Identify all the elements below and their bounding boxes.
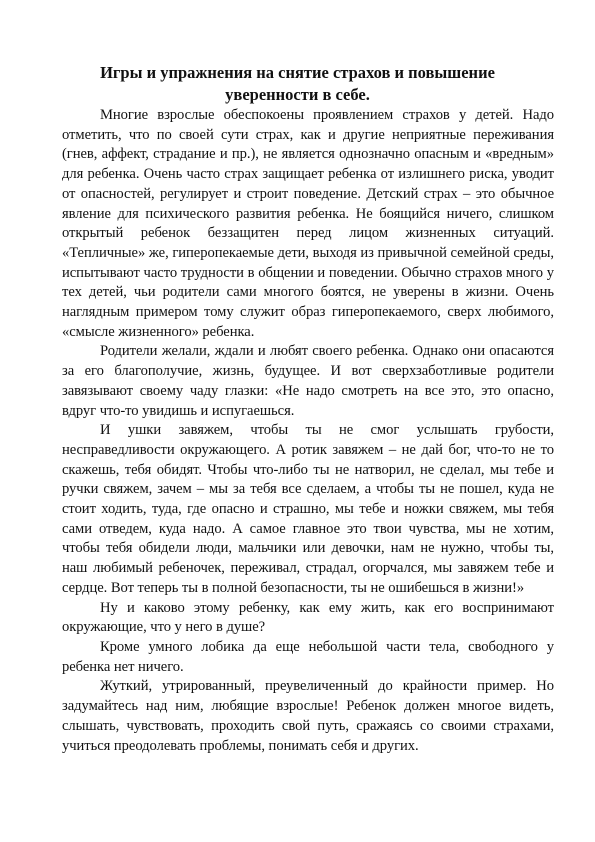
paragraph-question: Ну и каково этому ребенку, как ему жить, как его воспринимают окружающие, что у него в душе? — [62, 599, 554, 636]
paragraph-forehead: Кроме умного лобика да еще небольшой части тела, свободного у ребенка нет ничего. — [62, 638, 554, 675]
paragraph-parents: Родители желали, ждали и любят своего ребенка. Однако они опасаются за его благополучие, жизнь, будущее. И вот сверхзаботливые родители завязывают своему чаду глазки: «Не надо смотреть на все это, это опасно, вдруг что-то увидишь и испугаешься. — [62, 343, 554, 419]
document-body — [62, 106, 554, 756]
paragraph-binding: И ушки завяжем, чтобы ты не смог услышать грубости, несправедливости окружающего. А ротик завяжем – не дай бог, что-то не то скажешь, тебя обидят. Чтобы что-либо ты не натворил, не сделал, мы тебе и ручки свяжем, зачем – мы за тебя все сделаем, а чтобы ты не пошел, куда не стоит ходить, туда, где опасно и страшно, мы тебе и ножки свяжем, мы тебя сами отведем, куда надо. А самое главное это твои чувства, мы не хотим, чтобы тебя обидели люди, мальчики или девочки, нам не нужно, чтобы ты, наш любимый ребеночек, переживал, страдал, огорчался, мы завяжем тебе и сердце. Вот теперь ты в полной безопасности, ты не ошибешься в жизни!» — [62, 422, 554, 596]
paragraph-intro: Многие взрослые обеспокоены проявлением страхов у детей. Надо отметить, что по своей сути страх, как и другие неприятные переживания (гнев, аффект, страдание и пр.), не является однозначно опасным и «вредным» для ребенка. Очень часто страх защищает ребенка от излишнего риска, уводит от опасностей, регулирует и строит поведение. Детский страх – это обычное явление для психического развития ребенка. Не боящийся ничего, слишком открытый ребенок беззащитен перед лицом жизненных ситуаций. «Тепличные» же, гиперопекаемые дети, выходя из привычной семейной среды, испытывают часто трудности в общении и поведении. Обычно страхов много у тех детей, чьи родители сами многого боятся, не уверены в жизни. Очень наглядным примером тому служит образ гиперопекаемого, сверх любимого, «смысле жизненного» ребенка. — [62, 107, 554, 340]
document-title: Игры и упражнения на снятие страхов и повышение уверенности в себе. — [100, 63, 495, 104]
paragraph-conclusion: Жуткий, утрированный, преувеличенный до крайности пример. Но задумайтесь над ним, любящие взрослые! Ребенок должен многое видеть, слышать, чувствовать, проходить свой путь, сражаясь со своими страхами, учиться преодолевать проблемы, понимать себя и других. — [62, 678, 554, 754]
